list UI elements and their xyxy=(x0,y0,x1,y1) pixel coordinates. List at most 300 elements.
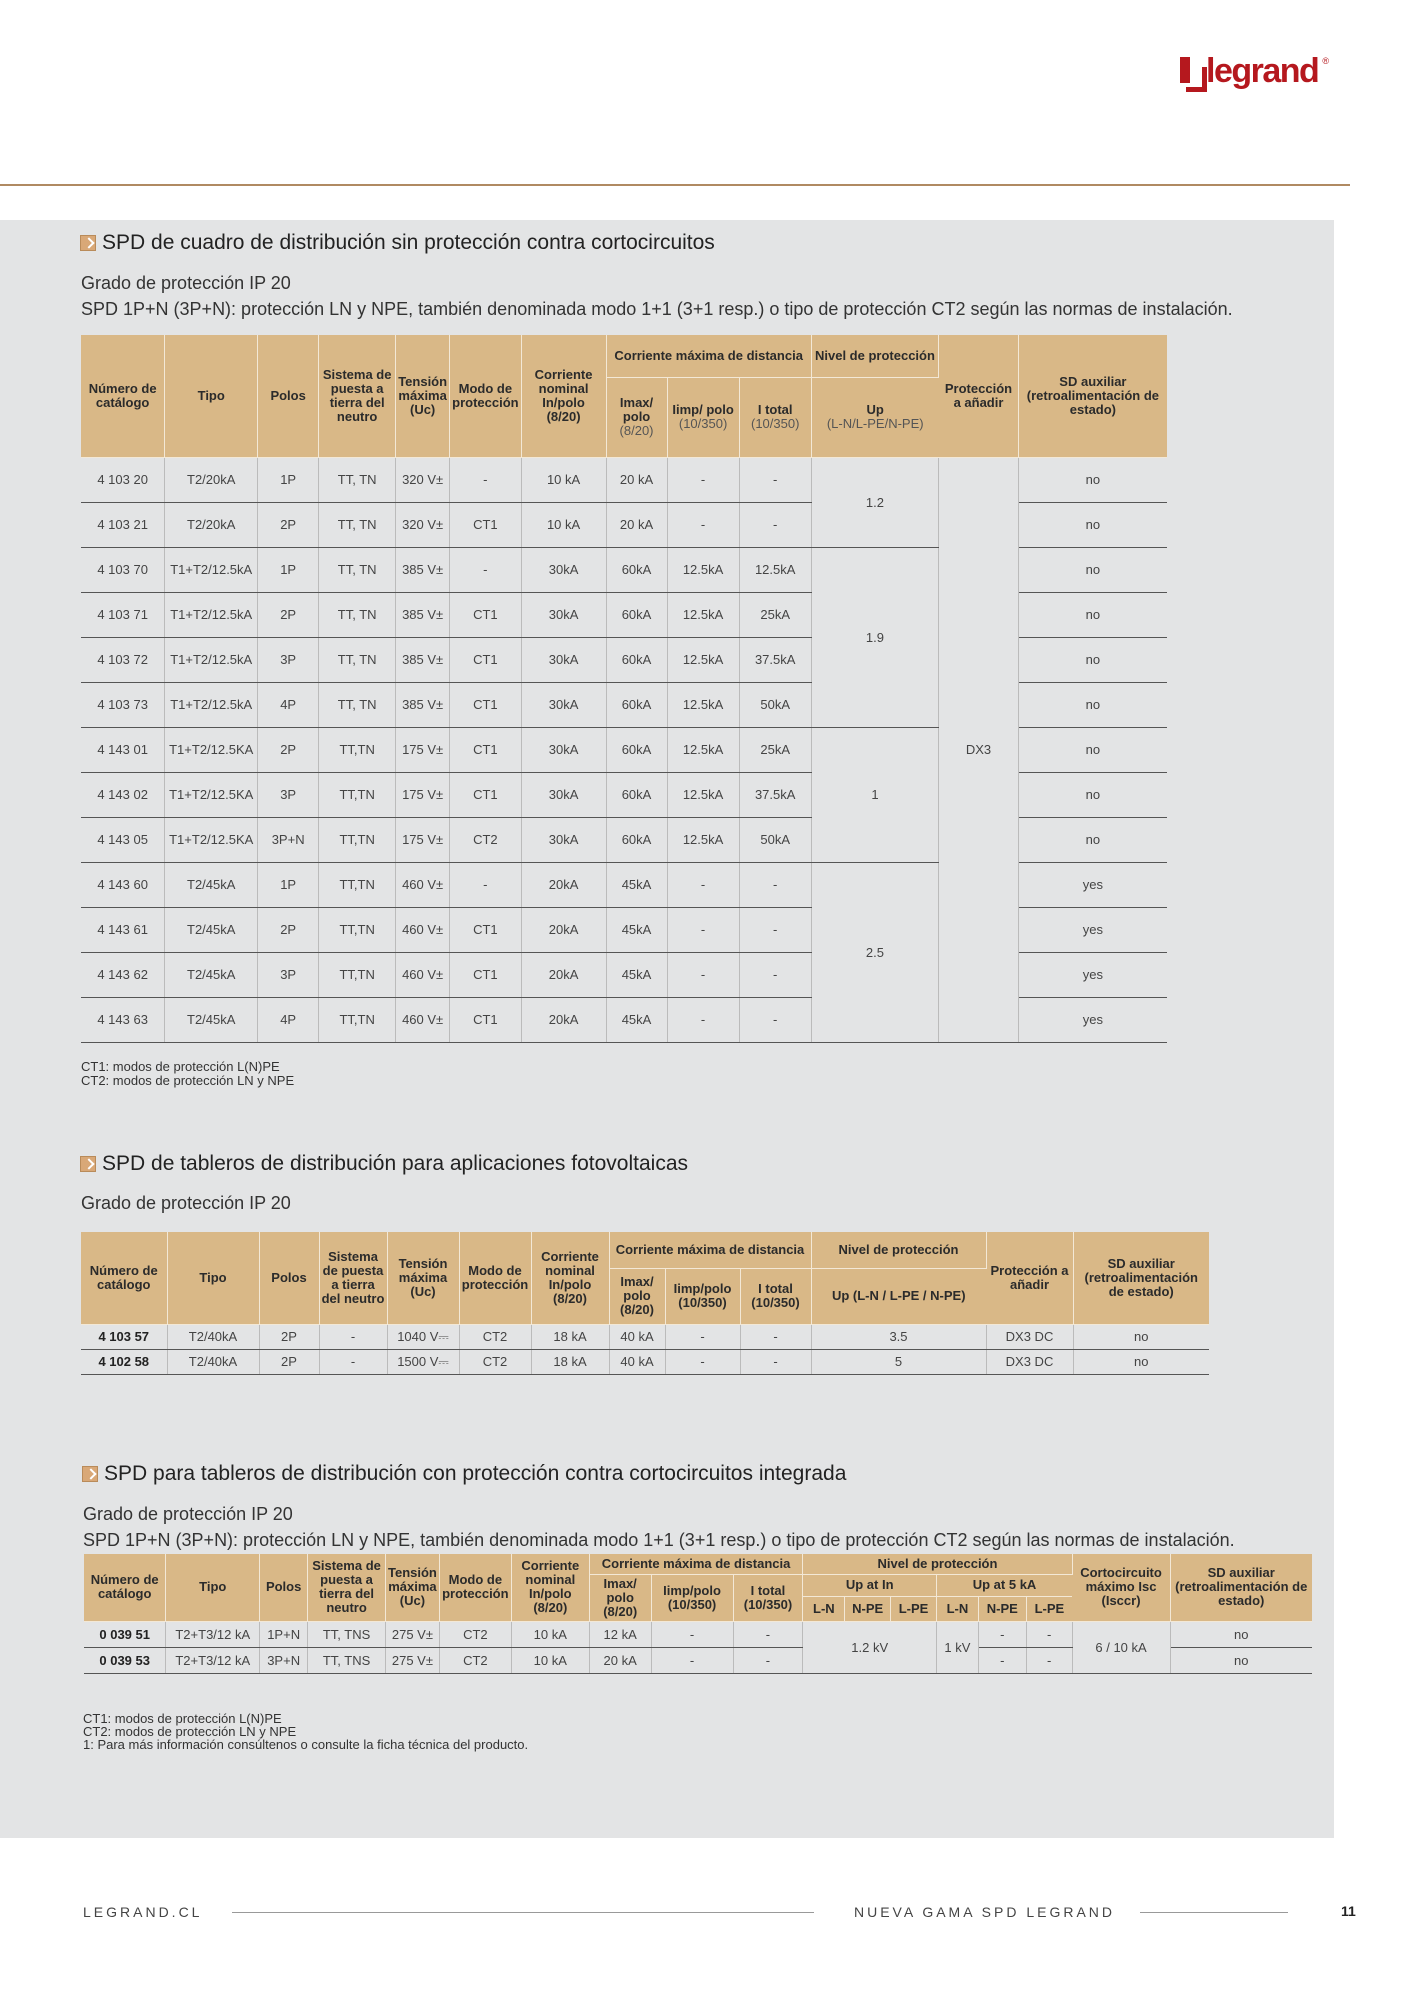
cell-corriente: 10 kA xyxy=(511,1647,589,1673)
cell-polos: 3P+N xyxy=(260,1647,308,1673)
cell-npe: - xyxy=(978,1647,1026,1673)
th2-tipo: Tipo xyxy=(167,1232,259,1324)
cell-modo: CT2 xyxy=(439,1647,511,1673)
footer-rule-left xyxy=(232,1912,814,1913)
cell-polos: 2P xyxy=(259,1324,319,1349)
cell-tipo: T2+T3/12 kA xyxy=(166,1647,260,1673)
cell-itotal: 50kA xyxy=(739,682,811,727)
section1-table xyxy=(81,335,1167,1043)
table-row xyxy=(81,1349,1209,1374)
cell-itotal: - xyxy=(739,502,811,547)
cell-corriente: 30kA xyxy=(521,592,606,637)
cell-iimp: - xyxy=(667,907,739,952)
cell-iimp: - xyxy=(667,862,739,907)
cell-cortocircuito: 6 / 10 kA xyxy=(1072,1621,1170,1673)
cell-polos: 4P xyxy=(258,682,319,727)
th-corriente: Corriente nominal In/polo (8/20) xyxy=(521,335,606,457)
cell-imax: 45kA xyxy=(606,997,667,1042)
cell-sistema: TT,TN xyxy=(319,772,396,817)
section3-title-text: SPD para tableros de distribución con protección contra cortocircuitos integrada xyxy=(104,1462,847,1485)
cell-imax: 45kA xyxy=(606,907,667,952)
th2-sd: SD auxiliar (retroalimentación de estado) xyxy=(1073,1232,1209,1324)
cell-tension: 460 V± xyxy=(396,952,450,997)
cell-lpe: - xyxy=(1026,1621,1072,1647)
th-imax-sub: (8/20) xyxy=(619,423,654,438)
cell-itotal: 12.5kA xyxy=(739,547,811,592)
th-modo: Modo de protección xyxy=(450,335,521,457)
cell-tipo: T2/40kA xyxy=(167,1324,259,1349)
th-imax-label: Imax/ polo xyxy=(619,395,654,424)
cell-catalogo: 4 143 05 xyxy=(81,817,165,862)
section2-table xyxy=(81,1232,1209,1375)
cell-catalogo: 4 102 58 xyxy=(81,1349,167,1374)
cell-sistema: TT, TNS xyxy=(308,1621,386,1647)
th3-npe-2: N-PE xyxy=(978,1596,1026,1621)
th3-polos: Polos xyxy=(260,1554,308,1621)
cell-sistema: TT,TN xyxy=(319,727,396,772)
cell-sistema: TT, TN xyxy=(319,592,396,637)
cell-tipo: T1+T2/12.5kA xyxy=(165,592,258,637)
note-ct1: CT1: modos de protección L(N)PE xyxy=(81,1059,280,1074)
cell-catalogo: 4 103 73 xyxy=(81,682,165,727)
cell-up-5ka-ln: 1 kV xyxy=(936,1621,978,1673)
cell-modo: CT2 xyxy=(450,817,521,862)
cell-catalogo: 4 103 57 xyxy=(81,1324,167,1349)
section3-ip: Grado de protección IP 20 xyxy=(83,1504,293,1524)
th2-tension: Tensión máxima (Uc) xyxy=(387,1232,459,1324)
cell-itotal: - xyxy=(733,1647,803,1673)
cell-sd: yes xyxy=(1018,997,1167,1042)
cell-sd: no xyxy=(1073,1324,1209,1349)
cell-sd: no xyxy=(1018,457,1167,502)
cell-modo: - xyxy=(450,547,521,592)
cell-polos: 2P xyxy=(258,592,319,637)
cell-corriente: 18 kA xyxy=(531,1349,609,1374)
cell-tension: 385 V± xyxy=(396,637,450,682)
cell-catalogo: 0 039 53 xyxy=(84,1647,166,1673)
th-up xyxy=(811,377,938,457)
th2-nivel: Nivel de protección xyxy=(811,1232,986,1268)
th2-up: Up (L-N / L-PE / N-PE) xyxy=(811,1268,986,1324)
cell-sd: no xyxy=(1018,682,1167,727)
cell-sistema: TT,TN xyxy=(319,862,396,907)
cell-polos: 4P xyxy=(258,997,319,1042)
cell-catalogo: 4 103 72 xyxy=(81,637,165,682)
cell-sd: no xyxy=(1073,1349,1209,1374)
section3-table xyxy=(84,1554,1312,1674)
cell-proteccion: DX3 xyxy=(939,457,1019,1042)
cell-corriente: 30kA xyxy=(521,682,606,727)
cell-catalogo: 4 143 02 xyxy=(81,772,165,817)
cell-corriente: 18 kA xyxy=(531,1324,609,1349)
cell-tension: 1500 V⎓ xyxy=(387,1349,459,1374)
cell-iimp: - xyxy=(651,1647,733,1673)
cell-iimp: - xyxy=(651,1621,733,1647)
th2-iimp: Iimp/polo (10/350) xyxy=(665,1268,740,1324)
cell-tipo: T1+T2/12.5KA xyxy=(165,817,258,862)
table-row xyxy=(81,457,1167,502)
cell-imax: 60kA xyxy=(606,772,667,817)
cell-sistema: TT,TN xyxy=(319,907,396,952)
th3-corriente: Corriente nominal In/polo (8/20) xyxy=(511,1554,589,1621)
cell-itotal: - xyxy=(739,997,811,1042)
cell-modo: CT2 xyxy=(459,1324,531,1349)
cell-tension: 275 V± xyxy=(385,1621,439,1647)
cell-polos: 2P xyxy=(258,502,319,547)
cell-sistema: TT, TN xyxy=(319,547,396,592)
th3-sistema: Sistema de puesta a tierra del neutro xyxy=(308,1554,386,1621)
cell-corriente: 20kA xyxy=(521,952,606,997)
cell-tipo: T2/40kA xyxy=(167,1349,259,1374)
cell-tension: 175 V± xyxy=(396,727,450,772)
cell-catalogo: 4 103 70 xyxy=(81,547,165,592)
cell-tension: 385 V± xyxy=(396,547,450,592)
section2-title-text: SPD de tableros de distribución para aplicaciones fotovoltaicas xyxy=(102,1152,689,1175)
th3-imax: Imax/ polo (8/20) xyxy=(589,1574,651,1621)
cell-up: 5 xyxy=(811,1349,986,1374)
cell-iimp: 12.5kA xyxy=(667,817,739,862)
cell-iimp: - xyxy=(667,997,739,1042)
cell-up: 1.2 xyxy=(811,457,938,547)
cell-imax: 60kA xyxy=(606,547,667,592)
cell-imax: 20 kA xyxy=(606,502,667,547)
note3-info: 1: Para más información consúltenos o consulte la ficha técnica del producto. xyxy=(83,1737,529,1752)
table-row xyxy=(81,1324,1209,1349)
cell-modo: CT1 xyxy=(450,952,521,997)
th3-cortocircuito: Cortocircuito máximo Isc (Isccr) xyxy=(1072,1554,1170,1621)
cell-tension: 175 V± xyxy=(396,772,450,817)
cell-lpe: - xyxy=(1026,1647,1072,1673)
cell-tension: 320 V± xyxy=(396,502,450,547)
cell-sd: no xyxy=(1018,592,1167,637)
cell-itotal: - xyxy=(740,1324,811,1349)
cell-iimp: - xyxy=(667,502,739,547)
th3-ln-1: L-N xyxy=(803,1596,845,1621)
cell-tipo: T2/45kA xyxy=(165,952,258,997)
cell-corriente: 30kA xyxy=(521,547,606,592)
cell-imax: 20 kA xyxy=(589,1647,651,1673)
cell-sd: no xyxy=(1018,637,1167,682)
cell-itotal: 25kA xyxy=(739,592,811,637)
cell-sistema: TT,TN xyxy=(319,952,396,997)
cell-proteccion: DX3 DC xyxy=(986,1324,1073,1349)
cell-iimp: - xyxy=(667,457,739,502)
section3-notes xyxy=(83,1712,528,1751)
cell-polos: 1P xyxy=(258,547,319,592)
th-tension: Tensión máxima (Uc) xyxy=(396,335,450,457)
cell-polos: 3P xyxy=(258,772,319,817)
section1-table-body xyxy=(81,457,1167,1042)
cell-sistema: TT, TN xyxy=(319,457,396,502)
cell-modo: - xyxy=(450,457,521,502)
cell-corriente: 30kA xyxy=(521,772,606,817)
cell-imax: 60kA xyxy=(606,637,667,682)
cell-corriente: 30kA xyxy=(521,637,606,682)
cell-modo: CT2 xyxy=(459,1349,531,1374)
cell-catalogo: 4 143 61 xyxy=(81,907,165,952)
section-bullet-icon xyxy=(82,1466,98,1482)
th3-tension: Tensión máxima (Uc) xyxy=(385,1554,439,1621)
cell-itotal: - xyxy=(740,1349,811,1374)
cell-modo: CT1 xyxy=(450,727,521,772)
cell-sistema: - xyxy=(319,1349,387,1374)
cell-catalogo: 4 103 71 xyxy=(81,592,165,637)
cell-sd: yes xyxy=(1018,862,1167,907)
cell-corriente: 20kA xyxy=(521,997,606,1042)
cell-proteccion: DX3 DC xyxy=(986,1349,1073,1374)
cell-tipo: T2/20kA xyxy=(165,502,258,547)
cell-sd: no xyxy=(1018,772,1167,817)
th-itotal-label: I total xyxy=(757,402,793,417)
cell-sistema: TT,TN xyxy=(319,997,396,1042)
cell-up: 3.5 xyxy=(811,1324,986,1349)
section1-title xyxy=(80,231,715,255)
section2-ip: Grado de protección IP 20 xyxy=(81,1193,291,1213)
cell-sd: no xyxy=(1018,502,1167,547)
cell-corriente: 10 kA xyxy=(511,1621,589,1647)
th2-modo: Modo de protección xyxy=(459,1232,531,1324)
cell-catalogo: 4 103 20 xyxy=(81,457,165,502)
section1-notes xyxy=(81,1060,294,1088)
cell-imax: 40 kA xyxy=(609,1324,665,1349)
cell-imax: 60kA xyxy=(606,727,667,772)
th2-sistema: Sistema de puesta a tierra del neutro xyxy=(319,1232,387,1324)
cell-tipo: T1+T2/12.5KA xyxy=(165,772,258,817)
cell-imax: 12 kA xyxy=(589,1621,651,1647)
th3-ln-2: L-N xyxy=(936,1596,978,1621)
cell-itotal: 25kA xyxy=(739,727,811,772)
cell-imax: 20 kA xyxy=(606,457,667,502)
cell-imax: 60kA xyxy=(606,817,667,862)
th-up-sub: (L-N/L-PE/N-PE) xyxy=(826,416,924,431)
cell-itotal: 50kA xyxy=(739,817,811,862)
cell-sistema: TT, TNS xyxy=(308,1647,386,1673)
cell-polos: 2P xyxy=(258,727,319,772)
cell-imax: 45kA xyxy=(606,952,667,997)
cell-imax: 40 kA xyxy=(609,1349,665,1374)
cell-iimp: - xyxy=(667,952,739,997)
th2-corriente-max: Corriente máxima de distancia xyxy=(609,1232,811,1268)
cell-itotal: 37.5kA xyxy=(739,637,811,682)
cell-imax: 45kA xyxy=(606,862,667,907)
th2-proteccion: Protección a añadir xyxy=(986,1232,1073,1324)
cell-sistema: TT, TN xyxy=(319,682,396,727)
th3-corriente-max: Corriente máxima de distancia xyxy=(589,1554,803,1574)
cell-iimp: 12.5kA xyxy=(667,547,739,592)
cell-polos: 2P xyxy=(258,907,319,952)
section-bullet-icon xyxy=(80,1156,96,1172)
section2-table-body xyxy=(81,1324,1209,1374)
cell-itotal: - xyxy=(739,457,811,502)
footer-rule-right xyxy=(1140,1912,1288,1913)
th-iimp-sub: (10/350) xyxy=(678,416,728,431)
th2-imax: Imax/ polo (8/20) xyxy=(609,1268,665,1324)
cell-tension: 460 V± xyxy=(396,862,450,907)
section-bullet-icon xyxy=(80,235,96,251)
footer-website: LEGRAND.CL xyxy=(83,1904,203,1920)
cell-modo: CT1 xyxy=(450,637,521,682)
table-row xyxy=(84,1621,1312,1647)
section2-title xyxy=(80,1152,688,1176)
cell-corriente: 20kA xyxy=(521,907,606,952)
th2-catalogo: Número de catálogo xyxy=(81,1232,167,1324)
th3-npe-1: N-PE xyxy=(845,1596,891,1621)
page-footer xyxy=(0,1900,1414,1924)
cell-sistema: TT, TN xyxy=(319,637,396,682)
cell-tension: 460 V± xyxy=(396,907,450,952)
section3-table-body xyxy=(84,1621,1312,1673)
logo-text: legrand xyxy=(1206,52,1319,90)
cell-tipo: T2/45kA xyxy=(165,997,258,1042)
cell-corriente: 30kA xyxy=(521,817,606,862)
cell-itotal: - xyxy=(739,862,811,907)
cell-imax: 60kA xyxy=(606,592,667,637)
th-catalogo: Número de catálogo xyxy=(81,335,165,457)
cell-up: 1.9 xyxy=(811,547,938,727)
th2-itotal: I total (10/350) xyxy=(740,1268,811,1324)
cell-modo: CT1 xyxy=(450,502,521,547)
cell-sd: no xyxy=(1018,547,1167,592)
cell-sd: yes xyxy=(1018,952,1167,997)
cell-itotal: - xyxy=(733,1621,803,1647)
cell-polos: 3P xyxy=(258,952,319,997)
cell-iimp: 12.5kA xyxy=(667,772,739,817)
cell-modo: CT1 xyxy=(450,997,521,1042)
note3-ct2: CT2: modos de protección LN y NPE xyxy=(83,1724,297,1739)
cell-itotal: - xyxy=(739,952,811,997)
cell-sistema: TT,TN xyxy=(319,817,396,862)
th-proteccion: Protección a añadir xyxy=(939,335,1019,457)
cell-iimp: 12.5kA xyxy=(667,637,739,682)
cell-tipo: T1+T2/12.5kA xyxy=(165,637,258,682)
th-iimp-label: Iimp/ polo xyxy=(672,402,734,417)
th3-modo: Modo de protección xyxy=(439,1554,511,1621)
cell-corriente: 20kA xyxy=(521,862,606,907)
cell-sd: no xyxy=(1018,727,1167,772)
cell-tipo: T1+T2/12.5KA xyxy=(165,727,258,772)
cell-tipo: T1+T2/12.5kA xyxy=(165,682,258,727)
cell-sistema: TT, TN xyxy=(319,502,396,547)
th3-lpe-2: L-PE xyxy=(1026,1596,1072,1621)
th3-catalogo: Número de catálogo xyxy=(84,1554,166,1621)
th3-lpe-1: L-PE xyxy=(891,1596,937,1621)
footer-title: NUEVA GAMA SPD LEGRAND xyxy=(854,1904,1116,1920)
cell-tension: 385 V± xyxy=(396,592,450,637)
cell-itotal: 37.5kA xyxy=(739,772,811,817)
cell-iimp: 12.5kA xyxy=(667,682,739,727)
cell-sistema: - xyxy=(319,1324,387,1349)
section1-title-text: SPD de cuadro de distribución sin protección contra cortocircuitos xyxy=(102,231,715,254)
cell-iimp: 12.5kA xyxy=(667,727,739,772)
th3-iimp: Iimp/polo (10/350) xyxy=(651,1574,733,1621)
note-ct2: CT2: modos de protección LN y NPE xyxy=(81,1073,295,1088)
cell-tension: 385 V± xyxy=(396,682,450,727)
cell-tipo: T2/20kA xyxy=(165,457,258,502)
cell-sd: no xyxy=(1170,1621,1312,1647)
th3-itotal: I total (10/350) xyxy=(733,1574,803,1621)
cell-up: 2.5 xyxy=(811,862,938,1042)
th-itotal xyxy=(739,377,811,457)
cell-iimp: 12.5kA xyxy=(667,592,739,637)
cell-corriente: 10 kA xyxy=(521,502,606,547)
section1-desc: SPD 1P+N (3P+N): protección LN y NPE, también denominada modo 1+1 (3+1 resp.) o tipo de protección CT2 según las normas de instalación. xyxy=(81,299,1233,319)
cell-catalogo: 4 143 62 xyxy=(81,952,165,997)
cell-tipo: T2/45kA xyxy=(165,907,258,952)
cell-corriente: 30kA xyxy=(521,727,606,772)
th-itotal-sub: (10/350) xyxy=(750,416,800,431)
cell-tension: 275 V± xyxy=(385,1647,439,1673)
cell-modo: CT1 xyxy=(450,907,521,952)
th3-nivel: Nivel de protección xyxy=(803,1554,1072,1574)
cell-sd: no xyxy=(1018,817,1167,862)
cell-itotal: - xyxy=(739,907,811,952)
cell-up-in: 1.2 kV xyxy=(803,1621,937,1673)
cell-tipo: T2+T3/12 kA xyxy=(166,1621,260,1647)
cell-sd: no xyxy=(1170,1647,1312,1673)
th-sistema: Sistema de puesta a tierra del neutro xyxy=(319,335,396,457)
th3-tipo: Tipo xyxy=(166,1554,260,1621)
th-sd: SD auxiliar (retroalimentación de estado) xyxy=(1018,335,1167,457)
cell-catalogo: 0 039 51 xyxy=(84,1621,166,1647)
page-number: 11 xyxy=(1341,1903,1356,1919)
cell-modo: CT1 xyxy=(450,772,521,817)
header-rule xyxy=(0,184,1350,186)
cell-iimp: - xyxy=(665,1324,740,1349)
cell-up: 1 xyxy=(811,727,938,862)
cell-tension: 460 V± xyxy=(396,997,450,1042)
th2-corriente: Corriente nominal In/polo (8/20) xyxy=(531,1232,609,1324)
registered-mark: ® xyxy=(1322,56,1329,66)
th-up-label: Up xyxy=(866,402,884,417)
th2-polos: Polos xyxy=(259,1232,319,1324)
th3-up-in: Up at In xyxy=(803,1574,937,1596)
cell-polos: 1P xyxy=(258,457,319,502)
cell-tension: 175 V± xyxy=(396,817,450,862)
cell-catalogo: 4 103 21 xyxy=(81,502,165,547)
th3-sd: SD auxiliar (retroalimentación de estado) xyxy=(1170,1554,1312,1621)
cell-tipo: T2/45kA xyxy=(165,862,258,907)
section3-title xyxy=(82,1462,846,1486)
cell-catalogo: 4 143 60 xyxy=(81,862,165,907)
cell-polos: 1P+N xyxy=(260,1621,308,1647)
section3-desc: SPD 1P+N (3P+N): protección LN y NPE, también denominada modo 1+1 (3+1 resp.) o tipo de protección CT2 según las normas de instalación. xyxy=(83,1530,1235,1550)
th-nivel: Nivel de protección xyxy=(811,335,938,377)
cell-polos: 1P xyxy=(258,862,319,907)
cell-tension: 1040 V⎓ xyxy=(387,1324,459,1349)
cell-tipo: T1+T2/12.5kA xyxy=(165,547,258,592)
cell-modo: CT1 xyxy=(450,592,521,637)
cell-tension: 320 V± xyxy=(396,457,450,502)
th3-up-5ka: Up at 5 kA xyxy=(936,1574,1072,1596)
legrand-logo xyxy=(1180,52,1329,91)
legrand-mark-icon xyxy=(1180,57,1202,87)
cell-npe: - xyxy=(978,1621,1026,1647)
th-imax xyxy=(606,377,667,457)
cell-imax: 60kA xyxy=(606,682,667,727)
cell-polos: 3P xyxy=(258,637,319,682)
th-tipo: Tipo xyxy=(165,335,258,457)
cell-polos: 2P xyxy=(259,1349,319,1374)
cell-modo: CT1 xyxy=(450,682,521,727)
cell-catalogo: 4 143 63 xyxy=(81,997,165,1042)
cell-polos: 3P+N xyxy=(258,817,319,862)
note3-ct1: CT1: modos de protección L(N)PE xyxy=(83,1711,282,1726)
cell-modo: - xyxy=(450,862,521,907)
th-corriente-max: Corriente máxima de distancia xyxy=(606,335,811,377)
cell-sd: yes xyxy=(1018,907,1167,952)
cell-corriente: 10 kA xyxy=(521,457,606,502)
cell-modo: CT2 xyxy=(439,1621,511,1647)
